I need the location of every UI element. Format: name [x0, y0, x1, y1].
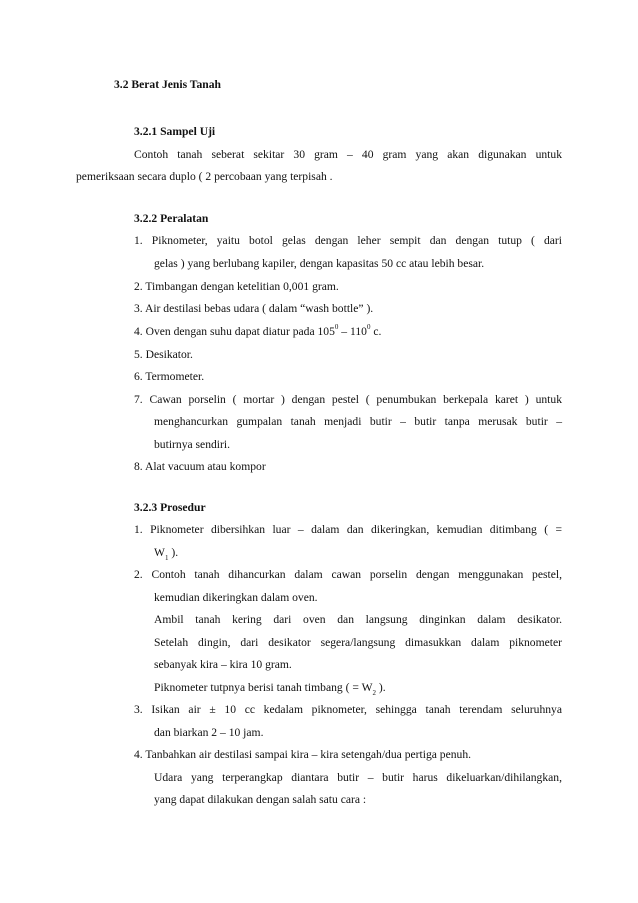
list-item-continuation: gelas ) yang berlubang kapiler, dengan kapasitas 50 cc atau lebih besar.: [154, 257, 485, 270]
list-item: 5. Desikator.: [134, 348, 193, 361]
section-title: 3.2 Berat Jenis Tanah: [114, 78, 221, 91]
list-item-text: c.: [370, 325, 382, 338]
procedure-step-continuation: [154, 681, 386, 698]
step-text: Piknometer tutpnya berisi tanah timbang ( = W: [154, 681, 373, 694]
list-item: 3. Air destilasi bebas udara ( dalam “wash bottle” ).: [134, 302, 374, 315]
superscript: 0: [366, 323, 371, 332]
procedure-step: 2. Contoh tanah dihancurkan dalam cawan porselin dengan menggunakan pestel,: [134, 568, 562, 581]
subscript: 1: [164, 554, 169, 563]
list-item-continuation: butirnya sendiri.: [154, 438, 230, 451]
subscript: 2: [372, 689, 377, 698]
step-text: W: [154, 546, 165, 559]
procedure-step-continuation: kemudian dikeringkan dalam oven.: [154, 591, 318, 604]
list-item-continuation: menghancurkan gumpalan tanah menjadi butir – butir tanpa merusak butir –: [154, 415, 562, 428]
list-item: 1. Piknometer, yaitu botol gelas dengan leher sempit dan dengan tutup ( dari: [134, 234, 562, 247]
step-text: ).: [376, 681, 386, 694]
procedure-step-continuation: yang dapat dilakukan dengan salah satu cara :: [154, 793, 367, 806]
list-item: 2. Timbangan dengan ketelitian 0,001 gram.: [134, 280, 339, 293]
list-item: 8. Alat vacuum atau kompor: [134, 460, 266, 473]
procedure-step: 1. Piknometer dibersihkan luar – dalam dan dikeringkan, kemudian ditimbang ( =: [134, 523, 562, 536]
list-item-text: 4. Oven dengan suhu dapat diatur pada 105: [134, 325, 335, 338]
procedure-step-continuation: sebanyak kira – kira 10 gram.: [154, 658, 292, 671]
paragraph-line: Contoh tanah seberat sekitar 30 gram – 40 gram yang akan digunakan untuk: [134, 148, 562, 161]
procedure-step: 4. Tanbahkan air destilasi sampai kira – kira setengah/dua pertiga penuh.: [134, 748, 472, 761]
procedure-step: 3. Isikan air ± 10 cc kedalam piknometer, sehingga tanah terendam seluruhnya: [134, 703, 562, 716]
superscript: 0: [334, 323, 339, 332]
procedure-step-continuation: dan biarkan 2 – 10 jam.: [154, 726, 264, 739]
subsection-heading-peralatan: 3.2.2 Peralatan: [134, 212, 209, 225]
subsection-heading-prosedur: 3.2.3 Prosedur: [134, 501, 206, 514]
list-item: [134, 325, 381, 339]
list-item: 7. Cawan porselin ( mortar ) dengan pestel ( penumbukan berkepala karet ) untuk: [134, 393, 562, 406]
procedure-step-continuation: Udara yang terperangkap diantara butir – butir harus dikeluarkan/dihilangkan,: [154, 771, 562, 784]
procedure-step-continuation: Ambil tanah kering dari oven dan langsung dinginkan dalam desikator.: [154, 613, 562, 626]
list-item-text: – 110: [338, 325, 367, 338]
step-text: ).: [168, 546, 179, 559]
list-item: 6. Termometer.: [134, 370, 205, 383]
procedure-step-continuation: Setelah dingin, dari desikator segera/langsung dimasukkan dalam piknometer: [154, 636, 562, 649]
subsection-heading-sampel-uji: 3.2.1 Sampel Uji: [134, 125, 216, 138]
procedure-step-continuation: [154, 546, 179, 563]
paragraph-line: pemeriksaan secara duplo ( 2 percobaan yang terpisah .: [76, 170, 333, 183]
